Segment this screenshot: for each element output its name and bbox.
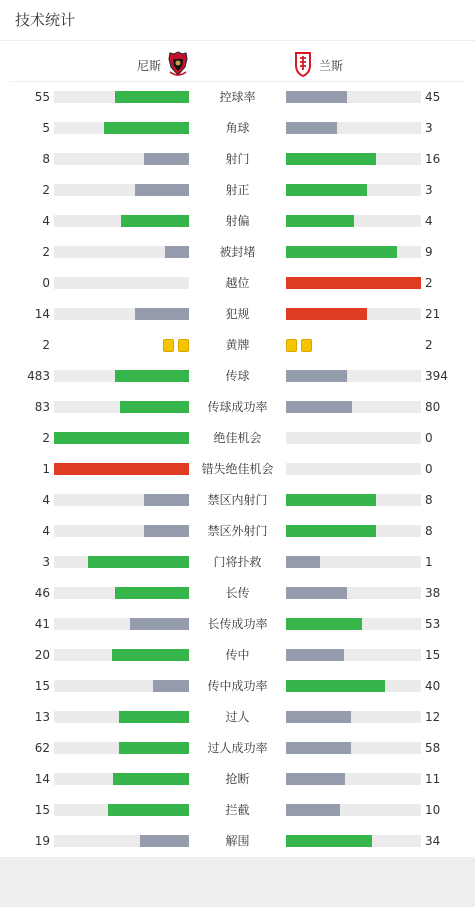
home-value: 5 (42, 121, 50, 135)
home-value: 14 (34, 772, 50, 786)
away-bar-fill (286, 618, 362, 630)
home-value: 2 (42, 245, 50, 259)
stat-label: 过人成功率 (207, 741, 268, 755)
away-value: 8 (425, 524, 433, 538)
away-bar-track (286, 618, 421, 630)
home-bar-fill (144, 494, 189, 506)
away-bar-fill (286, 370, 347, 382)
home-bar-track (54, 773, 189, 785)
away-bar-fill (286, 587, 347, 599)
stat-label: 传球成功率 (207, 400, 268, 414)
home-bar-fill (115, 587, 189, 599)
home-value: 4 (42, 214, 50, 228)
away-value: 2 (425, 276, 433, 290)
away-bar-track (286, 246, 421, 258)
home-bar-track (54, 680, 189, 692)
away-bar-track (286, 91, 421, 103)
home-value: 3 (42, 555, 50, 569)
home-bar-track (54, 91, 189, 103)
stat-row (0, 516, 475, 547)
stat-row (0, 485, 475, 516)
away-value: 2 (425, 338, 433, 352)
home-bar-track (54, 742, 189, 754)
away-team[interactable] (293, 51, 343, 80)
home-bar-track (54, 308, 189, 320)
stat-label: 黄牌 (225, 338, 250, 352)
away-bar-fill (286, 215, 354, 227)
away-bar-track (286, 556, 421, 568)
away-bar-track (286, 742, 421, 754)
away-value: 9 (425, 245, 433, 259)
stat-row (0, 299, 475, 330)
home-value: 8 (42, 152, 50, 166)
home-bar-fill (115, 370, 189, 382)
away-bar-fill (286, 246, 397, 258)
stat-label: 禁区内射门 (207, 493, 268, 507)
stat-label: 越位 (225, 276, 250, 290)
away-value: 80 (425, 400, 441, 414)
stat-row (0, 454, 475, 485)
stat-label: 过人 (225, 710, 250, 724)
away-value: 38 (425, 586, 441, 600)
away-yellow-cards (286, 339, 312, 352)
home-bar-fill (54, 463, 189, 475)
away-bar-track (286, 308, 421, 320)
stat-label: 禁区外射门 (207, 524, 268, 538)
stat-row (0, 764, 475, 795)
away-value: 34 (425, 834, 441, 848)
home-bar-fill (144, 525, 189, 537)
away-bar-track (286, 432, 421, 444)
stat-label: 长传 (225, 586, 250, 600)
home-bar-track (54, 184, 189, 196)
away-bar-track (286, 494, 421, 506)
home-bar-track (54, 246, 189, 258)
home-bar-track (54, 401, 189, 413)
away-bar-track (286, 277, 421, 289)
page-title: 技术统计 (15, 11, 76, 29)
away-bar-fill (286, 680, 385, 692)
home-value: 2 (42, 431, 50, 445)
home-bar-track (54, 618, 189, 630)
home-value: 62 (34, 741, 50, 755)
home-bar-track (54, 432, 189, 444)
home-value: 1 (42, 462, 50, 476)
away-bar-track (286, 804, 421, 816)
home-bar-fill (112, 649, 189, 661)
away-value: 0 (425, 431, 433, 445)
home-value: 20 (34, 648, 50, 662)
home-value: 4 (42, 493, 50, 507)
away-bar-track (286, 370, 421, 382)
away-bar-track (286, 463, 421, 475)
stat-row (0, 392, 475, 423)
away-bar-fill (286, 711, 351, 723)
away-bar-fill (286, 91, 347, 103)
away-team-name: 兰斯 (319, 59, 344, 73)
home-bar-track (54, 122, 189, 134)
away-bar-track (286, 153, 421, 165)
home-value: 14 (34, 307, 50, 321)
home-value: 55 (34, 90, 50, 104)
away-bar-fill (286, 184, 367, 196)
stat-row (0, 795, 475, 826)
stat-row (0, 330, 475, 361)
away-bar-fill (286, 494, 376, 506)
home-bar-fill (135, 184, 189, 196)
home-value: 19 (34, 834, 50, 848)
stat-row (0, 144, 475, 175)
reims-crest-icon (293, 51, 313, 80)
stat-row (0, 206, 475, 237)
home-bar-fill (135, 308, 189, 320)
away-bar-track (286, 680, 421, 692)
stat-label: 绝佳机会 (213, 431, 262, 445)
yellow-card-icon (286, 339, 297, 352)
stat-label: 射门 (225, 152, 250, 166)
home-value: 15 (34, 679, 50, 693)
stat-label: 门将扑救 (213, 555, 262, 569)
home-value: 2 (42, 183, 50, 197)
away-bar-fill (286, 525, 376, 537)
away-bar-track (286, 184, 421, 196)
home-bar-fill (119, 711, 189, 723)
away-bar-track (286, 711, 421, 723)
home-bar-track (54, 804, 189, 816)
away-bar-track (286, 215, 421, 227)
home-bar-fill (54, 432, 189, 444)
away-value: 21 (425, 307, 441, 321)
home-bar-fill (144, 153, 189, 165)
home-bar-fill (115, 91, 189, 103)
home-bar-track (54, 711, 189, 723)
home-bar-fill (120, 401, 189, 413)
home-value: 46 (34, 586, 50, 600)
home-bar-fill (108, 804, 189, 816)
away-value: 58 (425, 741, 441, 755)
stat-label: 拦截 (225, 803, 250, 817)
stat-label: 传中成功率 (207, 679, 268, 693)
home-value: 0 (42, 276, 50, 290)
away-value: 15 (425, 648, 441, 662)
home-value: 41 (34, 617, 50, 631)
home-bar-fill (153, 680, 189, 692)
away-bar-track (286, 122, 421, 134)
stat-row (0, 578, 475, 609)
home-value: 483 (27, 369, 50, 383)
stat-row (0, 82, 475, 113)
stat-row (0, 237, 475, 268)
stat-label: 抢断 (225, 772, 250, 786)
away-bar-track (286, 401, 421, 413)
away-value: 53 (425, 617, 441, 631)
away-bar-fill (286, 804, 340, 816)
away-value: 11 (425, 772, 441, 786)
stat-label: 射偏 (225, 214, 250, 228)
away-bar-fill (286, 742, 351, 754)
away-value: 12 (425, 710, 441, 724)
away-value: 10 (425, 803, 441, 817)
away-bar-fill (286, 556, 320, 568)
away-value: 8 (425, 493, 433, 507)
away-bar-track (286, 649, 421, 661)
stat-label: 错失绝佳机会 (201, 462, 274, 476)
stat-row (0, 826, 475, 857)
home-bar-fill (121, 215, 189, 227)
away-value: 394 (425, 369, 448, 383)
stat-label: 传球 (225, 369, 250, 383)
home-bar-fill (140, 835, 189, 847)
home-bar-fill (88, 556, 189, 568)
home-bar-track (54, 494, 189, 506)
home-value: 13 (34, 710, 50, 724)
home-value: 15 (34, 803, 50, 817)
away-bar-fill (286, 308, 367, 320)
away-value: 1 (425, 555, 433, 569)
home-team-name: 尼斯 (136, 59, 161, 73)
yellow-card-icon (178, 339, 189, 352)
home-bar-track (54, 277, 189, 289)
away-value: 0 (425, 462, 433, 476)
home-bar-track (54, 463, 189, 475)
away-value: 40 (425, 679, 441, 693)
stat-label: 被封堵 (219, 245, 256, 259)
home-bar-track (54, 587, 189, 599)
yellow-card-icon (163, 339, 174, 352)
home-yellow-cards (163, 339, 189, 352)
stat-label: 角球 (225, 121, 250, 135)
home-value: 4 (42, 524, 50, 538)
away-bar-fill (286, 835, 372, 847)
home-team[interactable] (137, 51, 189, 80)
home-bar-track (54, 370, 189, 382)
stat-row (0, 702, 475, 733)
away-value: 3 (425, 121, 433, 135)
stat-row (0, 609, 475, 640)
home-bar-fill (130, 618, 189, 630)
home-bar-track (54, 835, 189, 847)
stat-row (0, 733, 475, 764)
away-bar-track (286, 773, 421, 785)
divider (0, 40, 475, 41)
stat-row (0, 175, 475, 206)
stat-label: 长传成功率 (207, 617, 268, 631)
home-bar-track (54, 556, 189, 568)
stat-row (0, 547, 475, 578)
yellow-card-icon (301, 339, 312, 352)
away-bar-fill (286, 153, 376, 165)
home-bar-fill (165, 246, 189, 258)
stat-row (0, 640, 475, 671)
home-value: 83 (34, 400, 50, 414)
away-bar-track (286, 525, 421, 537)
home-bar-fill (119, 742, 189, 754)
stat-row (0, 423, 475, 454)
stat-row (0, 268, 475, 299)
away-value: 3 (425, 183, 433, 197)
away-bar-fill (286, 122, 337, 134)
stat-row (0, 361, 475, 392)
home-value: 2 (42, 338, 50, 352)
away-bar-track (286, 835, 421, 847)
away-value: 4 (425, 214, 433, 228)
home-bar-fill (104, 122, 189, 134)
stat-label: 射正 (225, 183, 250, 197)
stat-label: 传中 (225, 648, 250, 662)
stat-label: 犯规 (225, 307, 250, 321)
away-bar-track (286, 587, 421, 599)
stat-row (0, 671, 475, 702)
stat-row (0, 113, 475, 144)
home-bar-track (54, 153, 189, 165)
away-value: 45 (425, 90, 441, 104)
away-bar-fill (286, 649, 344, 661)
stat-label: 解围 (225, 834, 250, 848)
away-bar-fill (286, 773, 345, 785)
home-bar-track (54, 215, 189, 227)
away-value: 16 (425, 152, 441, 166)
away-bar-fill (286, 277, 421, 289)
home-bar-track (54, 649, 189, 661)
nice-crest-icon (167, 51, 189, 80)
home-bar-fill (113, 773, 189, 785)
home-bar-track (54, 525, 189, 537)
stat-label: 控球率 (219, 90, 256, 104)
away-bar-fill (286, 401, 352, 413)
